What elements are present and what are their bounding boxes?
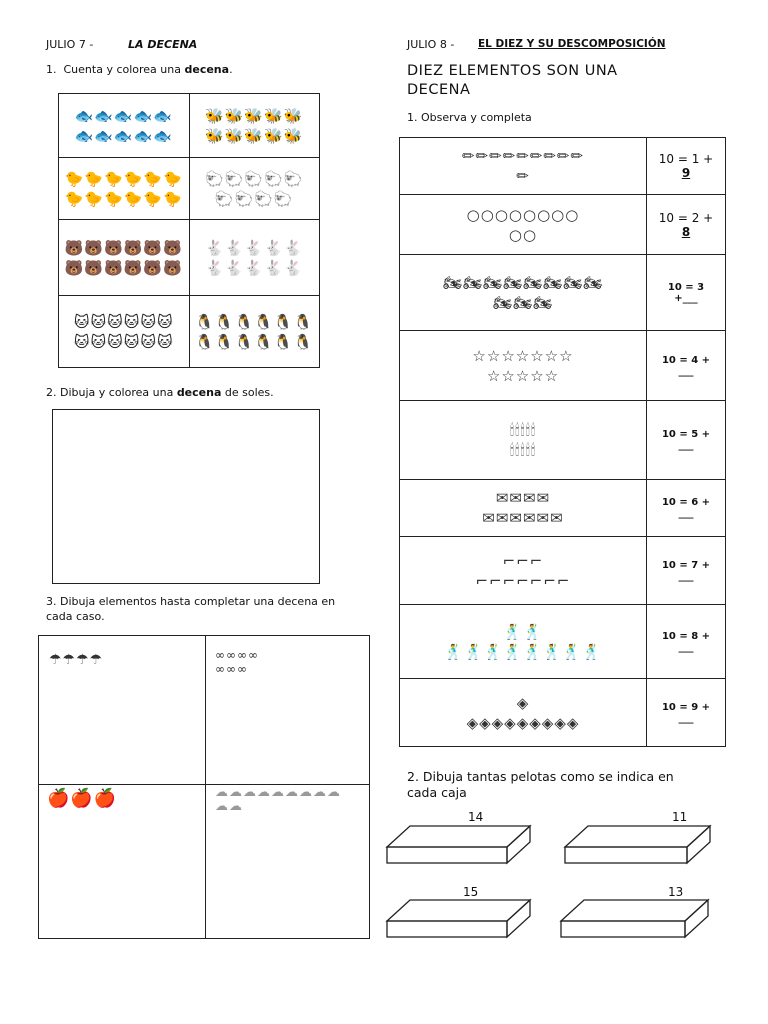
exercise-2-balls-instruction: 2. Dibuja tantas pelotas como se indica en cada caja xyxy=(407,769,674,800)
cell-penguins[interactable]: 🐧🐧🐧🐧🐧🐧 🐧🐧🐧🐧🐧🐧 xyxy=(189,296,320,368)
glasses-icons: ∞∞∞∞ ∞∞∞ xyxy=(215,648,259,676)
ball-boxes xyxy=(380,820,740,950)
eq-row-4[interactable]: 10 = 4 + ___ xyxy=(647,331,726,401)
dreidels-cell: ◈ ◈◈◈◈◈◈◈◈◈ xyxy=(400,679,647,747)
cell-cats[interactable]: 🐱🐱🐱🐱🐱🐱 🐱🐱🐱🐱🐱🐱 xyxy=(59,296,190,368)
cloud-icons: ☁☁☁☁☁☁☁☁☁ ☁☁ xyxy=(215,785,341,814)
decena-heading: DIEZ ELEMENTOS SON UNA DECENA xyxy=(407,63,618,98)
draw-area-clouds[interactable] xyxy=(205,784,369,938)
exercise-2-instruction: 2. Dibuja y colorea una decena de soles. xyxy=(46,386,274,399)
box-label-13: 13 xyxy=(668,885,684,899)
cell-chicks[interactable]: 🐤🐤🐤🐤🐤🐤 🐤🐤🐤🐤🐤🐤 xyxy=(59,158,190,220)
eq-row-2: 10 = 2 + 8 xyxy=(647,195,726,255)
cell-rabbits[interactable]: 🐇🐇🐇🐇🐇 🐇🐇🐇🐇🐇 xyxy=(189,220,320,296)
box-13[interactable] xyxy=(561,900,708,937)
eq-row-6[interactable]: 10 = 6 + ___ xyxy=(647,480,726,537)
decomposition-table xyxy=(399,137,726,747)
draw-area-umbrellas[interactable] xyxy=(39,636,205,784)
apple-icons: 🍎🍎🍎 xyxy=(47,788,118,809)
cell-fish[interactable]: 🐟🐟🐟🐟🐟 🐟🐟🐟🐟🐟 xyxy=(59,94,190,158)
box-11[interactable] xyxy=(565,826,710,863)
exercise-1-instruction: 1. Cuenta y colorea una decena. xyxy=(46,63,233,76)
box-14[interactable] xyxy=(387,826,530,863)
eq-row-9[interactable]: 10 = 9 + ___ xyxy=(647,679,726,747)
counting-grid xyxy=(58,93,320,368)
dancers-cell: 🕺🕺 🕺🕺🕺🕺🕺🕺🕺🕺 xyxy=(400,605,647,679)
draw-area-apples[interactable] xyxy=(39,784,205,938)
left-topic: LA DECENA xyxy=(128,38,198,51)
stars-cell: ☆☆☆☆☆☆☆ ☆☆☆☆☆ xyxy=(400,331,647,401)
eq-row-1: 10 = 1 + 9 xyxy=(647,138,726,195)
rings-cell: ○○○○○○○○ ○○ xyxy=(400,195,647,255)
draw-suns-box[interactable] xyxy=(52,409,320,584)
motorcycles-cell: 🏍🏍🏍🏍🏍🏍🏍🏍 🏍🏍🏍 xyxy=(400,255,647,331)
eq-row-7[interactable]: 10 = 7 + ___ xyxy=(647,537,726,605)
cell-bees[interactable]: 🐝🐝🐝🐝🐝 🐝🐝🐝🐝🐝 xyxy=(189,94,320,158)
right-date: JULIO 8 - xyxy=(407,38,455,51)
box-label-11: 11 xyxy=(672,810,688,824)
candy-canes-cell: ⌐⌐⌐ ⌐⌐⌐⌐⌐⌐⌐ xyxy=(400,537,647,605)
eq-row-5[interactable]: 10 = 5 + ___ xyxy=(647,401,726,480)
cell-bears[interactable]: 🐻🐻🐻🐻🐻🐻 🐻🐻🐻🐻🐻🐻 xyxy=(59,220,190,296)
draw-area-glasses[interactable] xyxy=(205,636,369,784)
eq-row-3[interactable]: 10 = 3 +___ xyxy=(647,255,726,331)
pencils-cell: ✏✏✏✏✏✏✏✏✏ ✏ xyxy=(400,138,647,195)
cell-sheep[interactable]: 🐑🐑🐑🐑🐑 🐑🐑🐑🐑 xyxy=(189,158,320,220)
umbrella-icons: ☂☂☂☂ xyxy=(49,652,104,668)
observe-instruction: 1. Observa y completa xyxy=(407,111,532,124)
box-15[interactable] xyxy=(387,900,530,937)
box-label-14: 14 xyxy=(468,810,484,824)
left-date: JULIO 7 - xyxy=(46,38,94,51)
right-topic: EL DIEZ Y SU DESCOMPOSICIÓN xyxy=(478,38,666,50)
box-label-15: 15 xyxy=(463,885,479,899)
exercise-3-instruction: 3. Dibuja elementos hasta completar una decena en cada caso. xyxy=(46,595,336,623)
eq-row-8[interactable]: 10 = 8 + ___ xyxy=(647,605,726,679)
candles-cell: 🕯🕯🕯🕯🕯 🕯🕯🕯🕯🕯 xyxy=(400,401,647,480)
complete-decena-grid xyxy=(38,635,370,939)
envelopes-cell: ✉✉✉✉ ✉✉✉✉✉✉ xyxy=(400,480,647,537)
